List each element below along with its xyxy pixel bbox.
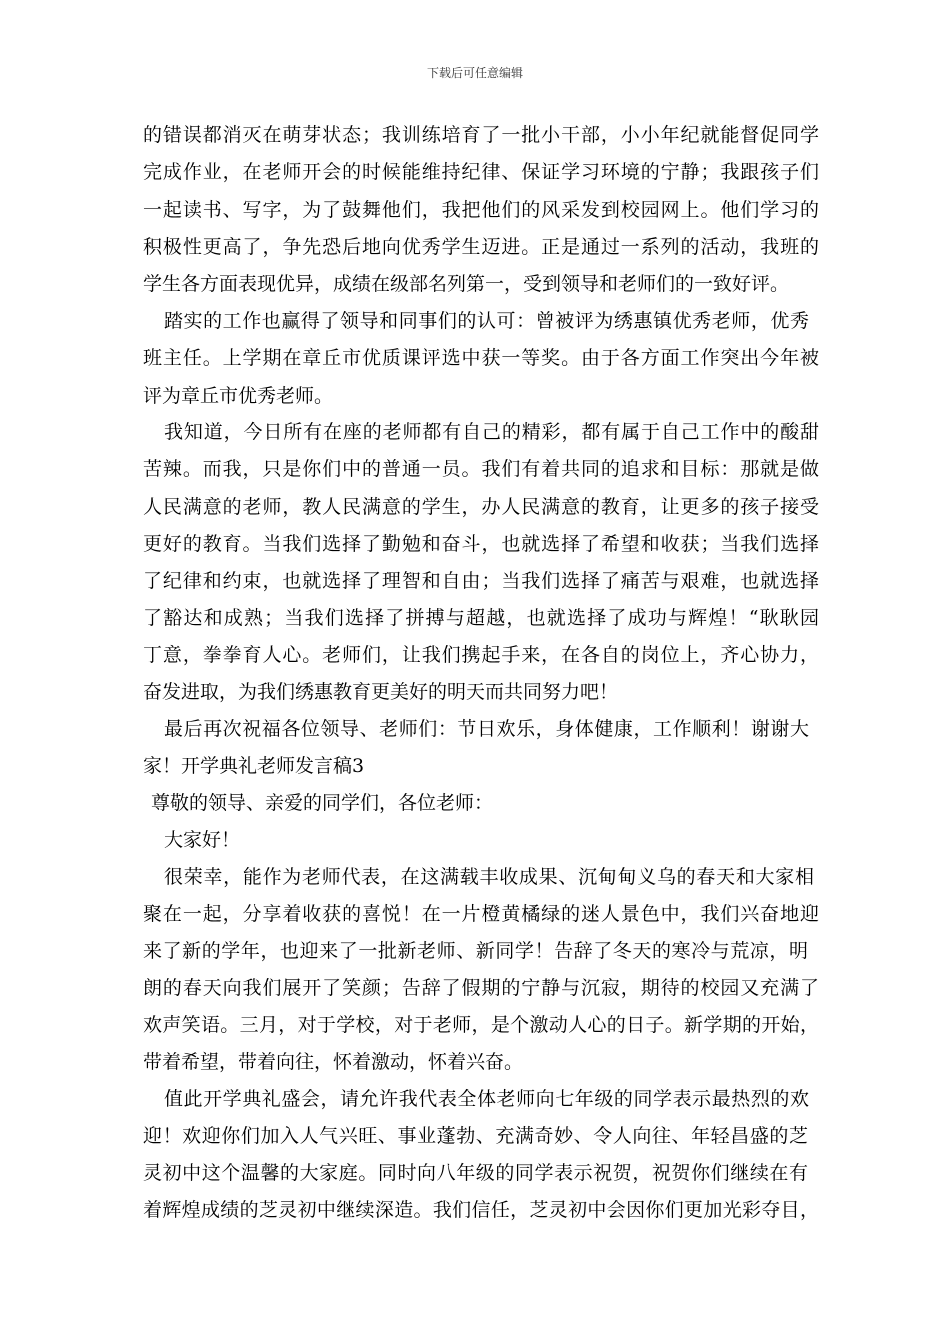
text-line: 了纪律和约束，也就选择了理智和自由；当我们选择了痛苦与艰难，也就选择 <box>143 570 819 592</box>
text-line: 灵初中这个温馨的大家庭。同时向八年级的同学表示祝贺，祝贺你们继续在有 <box>143 1162 808 1184</box>
text-line: 欢声笑语。三月，对于学校，对于老师，是个激动人心的日子。新学期的开始， <box>143 1014 819 1036</box>
text-line: 一起读书、写字，为了鼓舞他们，我把他们的风采发到校园网上。他们学习的 <box>143 199 819 221</box>
text-line: 我知道，今日所有在座的老师都有自己的精彩，都有属于自己工作中的酸甜 <box>164 421 819 443</box>
text-line: 踏实的工作也赢得了领导和同事们的认可：曾被评为绣惠镇优秀老师，优秀 <box>164 310 809 332</box>
page-header: 下载后可任意编辑 <box>426 66 523 80</box>
text-line: 最后再次祝福各位领导、老师们：节日欢乐，身体健康，工作顺利！谢谢大 <box>164 718 809 740</box>
text-line: 班主任。上学期在章丘市优质课评选中获一等奖。由于各方面工作突出今年被 <box>143 347 819 369</box>
text-line: 苦辣。而我，只是你们中的普通一员。我们有着共同的追求和目标：那就是做 <box>143 458 819 480</box>
text-line: 来了新的学年，也迎来了一批新老师、新同学！告辞了冬天的寒冷与荒凉，明 <box>143 940 808 962</box>
text-line: 丁意，拳拳育人心。老师们，让我们携起手来，在各自的岗位上，齐心协力， <box>143 644 819 666</box>
text-line: 奋发进取，为我们绣惠教育更美好的明天而共同努力吧！ <box>143 681 619 703</box>
text-line: 更好的教育。当我们选择了勤勉和奋斗，也就选择了希望和收获；当我们选择 <box>143 533 819 555</box>
text-line: 了豁达和成熟；当我们选择了拼搏与超越，也就选择了成功与辉煌！“耿耿园 <box>143 607 819 629</box>
text-line: 积极性更高了，争先恐后地向优秀学生迈进。正是通过一系列的活动，我班的 <box>143 236 819 258</box>
text-line: 朗的春天向我们展开了笑颜；告辞了假期的宁静与沉寂，期待的校园又充满了 <box>143 977 819 999</box>
text-line: 学生各方面表现优异，成绩在级部名列第一，受到领导和老师们的一致好评。 <box>143 273 790 295</box>
text-line: 带着希望，带着向往，怀着激动，怀着兴奋。 <box>143 1051 524 1073</box>
text-line: 人民满意的老师，教人民满意的学生，办人民满意的教育，让更多的孩子接受 <box>143 496 819 518</box>
text-line: 家！开学典礼老师发言稿3 <box>143 755 365 777</box>
text-line: 的错误都消灭在萌芽状态；我训练培育了一批小干部，小小年纪就能督促同学 <box>143 124 819 146</box>
text-line: 迎！欢迎你们加入人气兴旺、事业蓬勃、充满奇妙、令人向往、年轻昌盛的芝 <box>143 1125 808 1147</box>
text-line: 值此开学典礼盛会，请允许我代表全体老师向七年级的同学表示最热烈的欢 <box>164 1088 809 1110</box>
text-line: 聚在一起，分享着收获的喜悦！在一片橙黄橘绿的迷人景色中，我们兴奋地迎 <box>143 903 819 925</box>
text-line: 很荣幸，能作为老师代表，在这满载丰收成果、沉甸甸义乌的春天和大家相 <box>164 866 814 888</box>
text-line: 尊敬的领导、亲爱的同学们，各位老师： <box>151 792 494 814</box>
text-line: 完成作业，在老师开会的时候能维持纪律、保证学习环境的宁静；我跟孩子们 <box>143 161 819 183</box>
text-line: 大家好！ <box>164 829 241 851</box>
text-line: 评为章丘市优秀老师。 <box>143 385 334 407</box>
text-line: 着辉煌成绩的芝灵初中继续深造。我们信任，芝灵初中会因你们更加光彩夺目， <box>143 1199 819 1221</box>
